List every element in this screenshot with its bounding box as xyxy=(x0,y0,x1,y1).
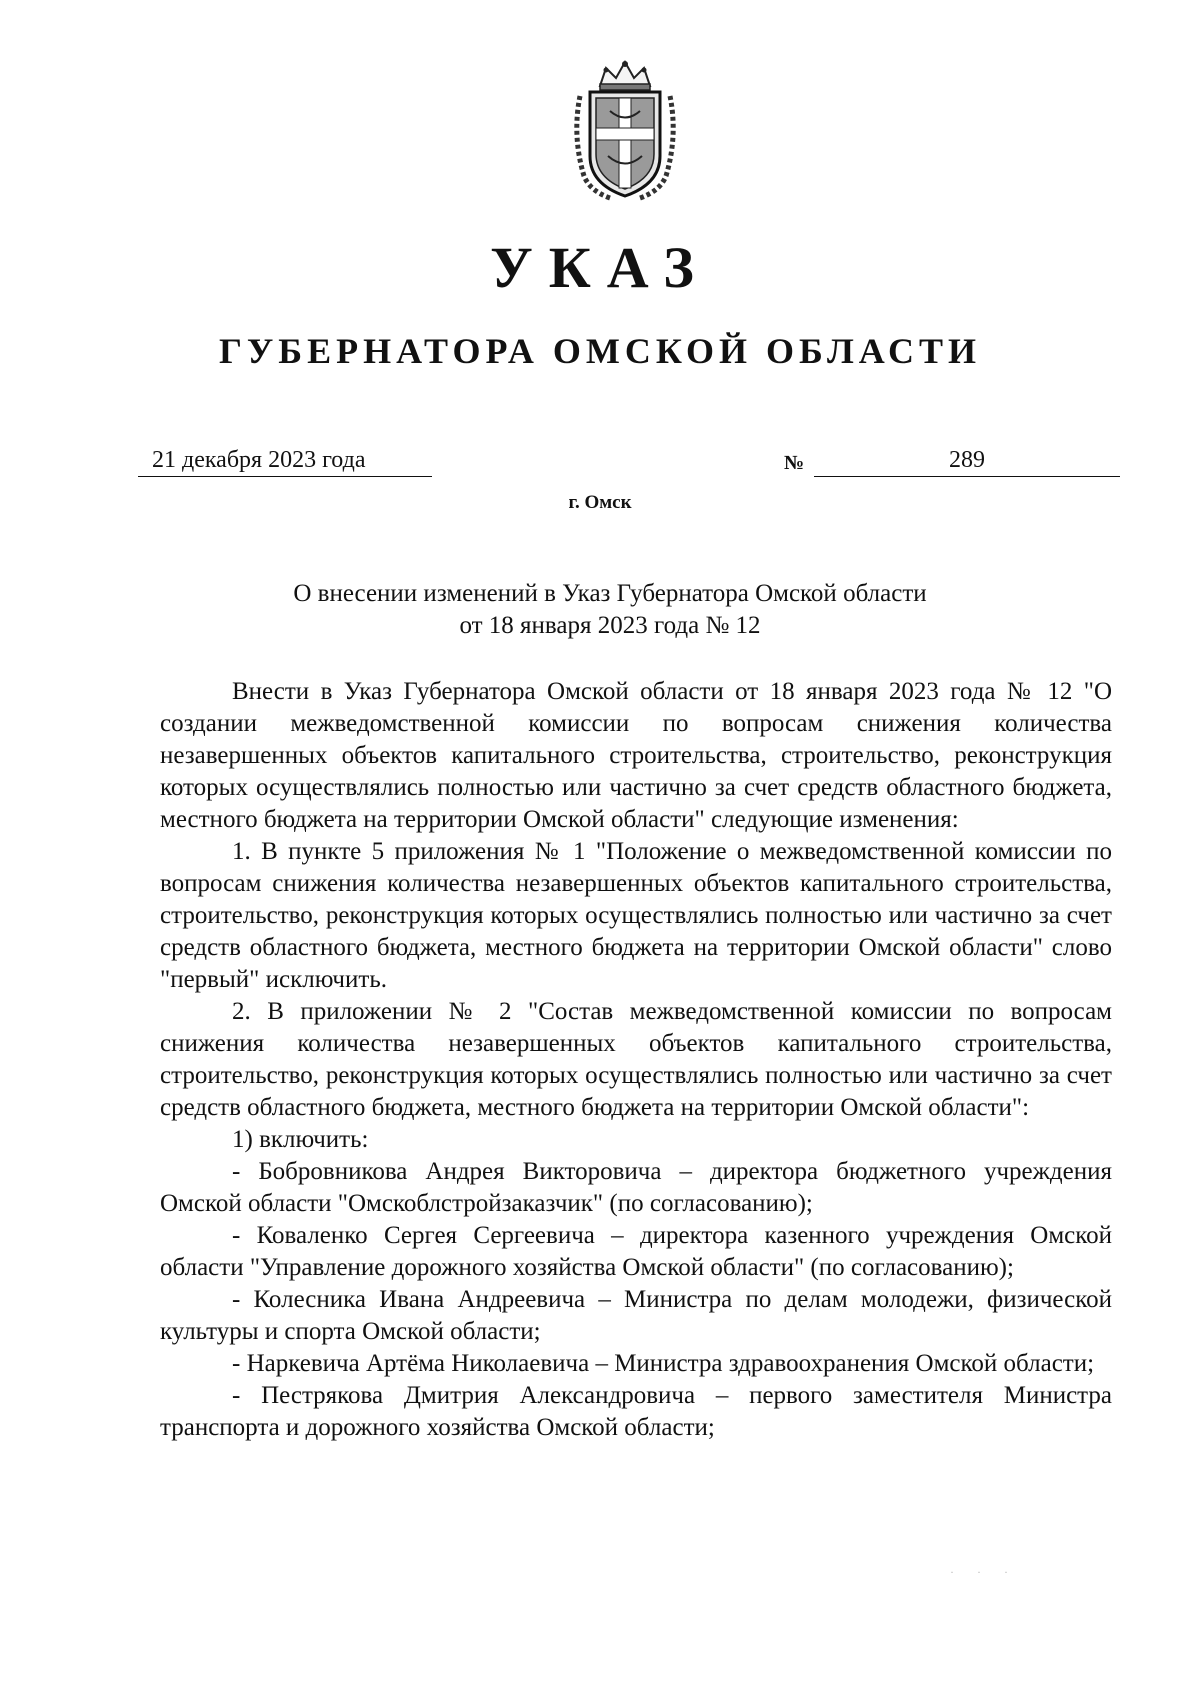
body-paragraph-item-1: 1. В пункте 5 приложения № 1 "Положение о межведомственной комиссии по вопросам снижения количества незавершенных объектов капитального строительства, строительство, реконструкция которых осуществлялись полностью или частично за счет средств областного бюджета, местного бюджета на территории Омской области" слово "первый" исключить. xyxy=(160,838,1112,993)
subject-line-1: О внесении изменений в Указ Губернатора Омской области xyxy=(293,580,927,607)
body-list-item: - Бобровникова Андрея Викторовича – директора бюджетного учреждения Омской области "Омскоблстройзаказчик" (по согласованию); xyxy=(160,1158,1112,1217)
number-sign: № xyxy=(784,452,805,474)
document-subject xyxy=(150,578,1070,642)
body-list-item: - Колесника Ивана Андреевича – Министра по делам молодежи, физической культуры и спорта Омской области; xyxy=(160,1286,1112,1345)
body-paragraph-intro: Внести в Указ Губернатора Омской области от 18 января 2023 года № 12 "О создании межведомственной комиссии по вопросам снижения количества незавершенных объектов капитального строительства, строительство, реконструкция которых осуществлялись полностью или частично за счет средств областного бюджета, местного бюджета на территории Омской области" следующие изменения: xyxy=(160,678,1112,833)
document-title: УКАЗ xyxy=(490,235,710,300)
document-number: 289 xyxy=(814,446,1120,477)
subject-line-2: от 18 января 2023 года № 12 xyxy=(459,612,761,639)
document-body xyxy=(160,676,1112,1444)
body-paragraph-include: 1) включить: xyxy=(232,1126,369,1153)
body-list-item: - Пестрякова Дмитрия Александровича – первого заместителя Министра транспорта и дорожного хозяйства Омской области; xyxy=(160,1382,1112,1441)
body-paragraph-item-2: 2. В приложении № 2 "Состав межведомственной комиссии по вопросам снижения количества незавершенных объектов капитального строительства, строительство, реконструкция которых осуществлялись полностью или частично за счет средств областного бюджета, местного бюджета на территории Омской области": xyxy=(160,998,1112,1121)
document-date: 21 декабря 2023 года xyxy=(138,446,432,477)
scan-specks: · · · xyxy=(950,1565,1018,1579)
document-subtitle: ГУБЕРНАТОРА ОМСКОЙ ОБЛАСТИ xyxy=(218,331,982,371)
omsk-oblast-coat-of-arms-icon xyxy=(570,56,680,206)
body-list-item: - Наркевича Артёма Николаевича – Министра здравоохранения Омской области; xyxy=(232,1350,1095,1377)
body-list-item: - Коваленко Сергея Сергеевича – директора казенного учреждения Омской области "Управление дорожного хозяйства Омской области" (по согласованию); xyxy=(160,1222,1112,1281)
document-city: г. Омск xyxy=(568,492,632,513)
